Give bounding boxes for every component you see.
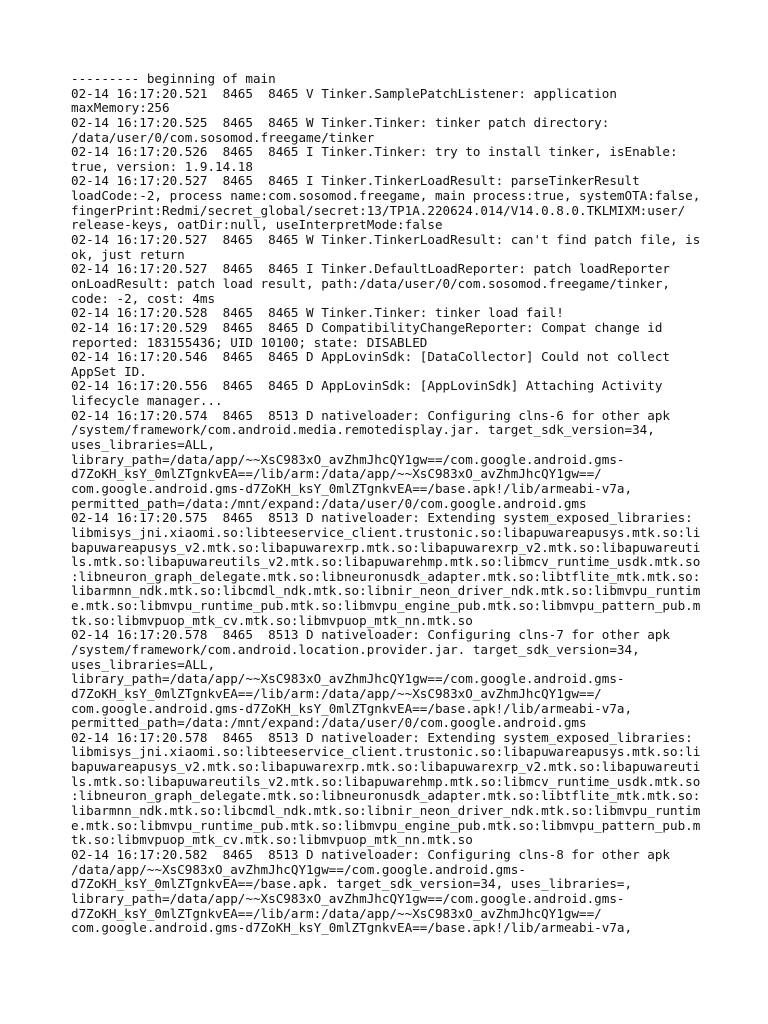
log-line: 02-14 16:17:20.546 8465 8465 D AppLovinSdk: [DataCollector] Could not collect — [71, 349, 670, 365]
log-line: d7ZoKH_ksY_0mlZTgnkvEA==/base.apk. target_sdk_version=34, uses_libraries=, — [71, 876, 633, 892]
log-line: uses_libraries=ALL, — [71, 656, 216, 672]
log-line: release-keys, oatDir:null, useInterpretMode:false — [71, 217, 443, 233]
log-line: uses_libraries=ALL, — [71, 437, 216, 453]
log-line: maxMemory:256 — [71, 100, 170, 116]
log-line: library_path=/data/app/~~XsC983xO_avZhmJhcQY1gw==/com.google.android.gms- — [71, 451, 625, 467]
log-line: 02-14 16:17:20.575 8465 8513 D nativeloader: Extending system_exposed_libraries: — [71, 510, 693, 526]
log-line: code: -2, cost: 4ms — [71, 290, 216, 306]
log-line: bapuwareapusys_v2.mtk.so:libapuwarexrp.mtk.so:libapuwarexrp_v2.mtk.so:libapuwareuti — [71, 759, 701, 775]
log-line: ok, just return — [71, 246, 185, 262]
log-line: d7ZoKH_ksY_0mlZTgnkvEA==/lib/arm:/data/app/~~XsC983xO_avZhmJhcQY1gw==/ — [71, 905, 602, 921]
log-line: 02-14 16:17:20.578 8465 8513 D nativeloader: Extending system_exposed_libraries: — [71, 729, 693, 745]
log-line: tk.so:libmvpuop_mtk_cv.mtk.so:libmvpuop_mtk_nn.mtk.so — [71, 832, 473, 848]
log-line: /data/app/~~XsC983xO_avZhmJhcQY1gw==/com.google.android.gms- — [71, 861, 526, 877]
log-line: 02-14 16:17:20.527 8465 8465 I Tinker.DefaultLoadReporter: patch loadReporter — [71, 261, 670, 277]
log-line: permitted_path=/data:/mnt/expand:/data/user/0/com.google.android.gms — [71, 495, 587, 511]
log-line: library_path=/data/app/~~XsC983xO_avZhmJhcQY1gw==/com.google.android.gms- — [71, 890, 625, 906]
log-line: libarmnn_ndk.mtk.so:libcmdl_ndk.mtk.so:libnir_neon_driver_ndk.mtk.so:libmvpu_runtim — [71, 803, 701, 819]
log-line: com.google.android.gms-d7ZoKH_ksY_0mlZTgnkvEA==/base.apk!/lib/armeabi-v7a, — [71, 920, 633, 936]
log-line: libmisys_jni.xiaomi.so:libteeservice_client.trustonic.so:libapuwareapusys.mtk.so:li — [71, 524, 701, 540]
log-line: bapuwareapusys_v2.mtk.so:libapuwarexrp.mtk.so:libapuwarexrp_v2.mtk.so:libapuwareuti — [71, 539, 701, 555]
log-line: e.mtk.so:libmvpu_runtime_pub.mtk.so:libmvpu_engine_pub.mtk.so:libmvpu_pattern_pub.m — [71, 817, 701, 833]
log-line: 02-14 16:17:20.574 8465 8513 D nativeloader: Configuring clns-6 for other apk — [71, 407, 670, 423]
log-line: true, version: 1.9.14.18 — [71, 158, 253, 174]
log-line: 02-14 16:17:20.528 8465 8465 W Tinker.Tinker: tinker load fail! — [71, 305, 564, 321]
log-line: d7ZoKH_ksY_0mlZTgnkvEA==/lib/arm:/data/app/~~XsC983xO_avZhmJhcQY1gw==/ — [71, 466, 602, 482]
log-line: e.mtk.so:libmvpu_runtime_pub.mtk.so:libmvpu_engine_pub.mtk.so:libmvpu_pattern_pub.m — [71, 598, 701, 614]
log-line: libarmnn_ndk.mtk.so:libcmdl_ndk.mtk.so:libnir_neon_driver_ndk.mtk.so:libmvpu_runtim — [71, 583, 701, 599]
log-line: 02-14 16:17:20.578 8465 8513 D nativeloader: Configuring clns-7 for other apk — [71, 627, 670, 643]
log-line: :libneuron_graph_delegate.mtk.so:libneuronusdk_adapter.mtk.so:libtflite_mtk.mtk.so: — [71, 788, 701, 804]
log-line: 02-14 16:17:20.529 8465 8465 D CompatibilityChangeReporter: Compat change id — [71, 319, 663, 335]
log-line: reported: 183155436; UID 10100; state: DISABLED — [71, 334, 428, 350]
log-line: loadCode:-2, process name:com.sosomod.freegame, main process:true, systemOTA:false, — [71, 188, 701, 204]
log-line: 02-14 16:17:20.521 8465 8465 V Tinker.SamplePatchListener: application — [71, 85, 617, 101]
log-line: /system/framework/com.android.media.remotedisplay.jar. target_sdk_version=34, — [71, 422, 655, 438]
log-line: 02-14 16:17:20.527 8465 8465 W Tinker.TinkerLoadResult: can't find patch file, is — [71, 232, 701, 248]
log-line: d7ZoKH_ksY_0mlZTgnkvEA==/lib/arm:/data/app/~~XsC983xO_avZhmJhcQY1gw==/ — [71, 685, 602, 701]
log-line: 02-14 16:17:20.527 8465 8465 I Tinker.TinkerLoadResult: parseTinkerResult — [71, 173, 640, 189]
log-line: tk.so:libmvpuop_mtk_cv.mtk.so:libmvpuop_mtk_nn.mtk.so — [71, 612, 473, 628]
log-line: libmisys_jni.xiaomi.so:libteeservice_client.trustonic.so:libapuwareapusys.mtk.so:li — [71, 744, 701, 760]
log-line: AppSet ID. — [71, 363, 147, 379]
log-line: fingerPrint:Redmi/secret_global/secret:13/TP1A.220624.014/V14.0.8.0.TKLMIXM:user/ — [71, 202, 686, 218]
log-line: com.google.android.gms-d7ZoKH_ksY_0mlZTgnkvEA==/base.apk!/lib/armeabi-v7a, — [71, 700, 633, 716]
log-line: com.google.android.gms-d7ZoKH_ksY_0mlZTgnkvEA==/base.apk!/lib/armeabi-v7a, — [71, 480, 633, 496]
log-line: permitted_path=/data:/mnt/expand:/data/user/0/com.google.android.gms — [71, 715, 587, 731]
log-line: ls.mtk.so:libapuwareutils_v2.mtk.so:libapuwarehmp.mtk.so:libmcv_runtime_usdk.mtk.so — [71, 773, 701, 789]
log-line: :libneuron_graph_delegate.mtk.so:libneuronusdk_adapter.mtk.so:libtflite_mtk.mtk.so: — [71, 568, 701, 584]
log-line: /data/user/0/com.sosomod.freegame/tinker — [71, 129, 375, 145]
log-line: ls.mtk.so:libapuwareutils_v2.mtk.so:libapuwarehmp.mtk.so:libmcv_runtime_usdk.mtk.so — [71, 554, 701, 570]
log-line: onLoadResult: patch load result, path:/data/user/0/com.sosomod.freegame/tinker, — [71, 275, 670, 291]
log-line: lifecycle manager... — [71, 393, 223, 409]
log-line: library_path=/data/app/~~XsC983xO_avZhmJhcQY1gw==/com.google.android.gms- — [71, 671, 625, 687]
log-line: /system/framework/com.android.location.provider.jar. target_sdk_version=34, — [71, 641, 640, 657]
log-header-line: --------- beginning of main — [71, 71, 276, 86]
log-line: 02-14 16:17:20.556 8465 8465 D AppLovinSdk: [AppLovinSdk] Attaching Activity — [71, 378, 663, 394]
log-line: 02-14 16:17:20.582 8465 8513 D nativeloader: Configuring clns-8 for other apk — [71, 846, 670, 862]
log-text-block — [71, 72, 711, 936]
log-line: 02-14 16:17:20.525 8465 8465 W Tinker.Tinker: tinker patch directory: — [71, 114, 610, 130]
log-line: 02-14 16:17:20.526 8465 8465 I Tinker.Tinker: try to install tinker, isEnable: — [71, 144, 678, 160]
